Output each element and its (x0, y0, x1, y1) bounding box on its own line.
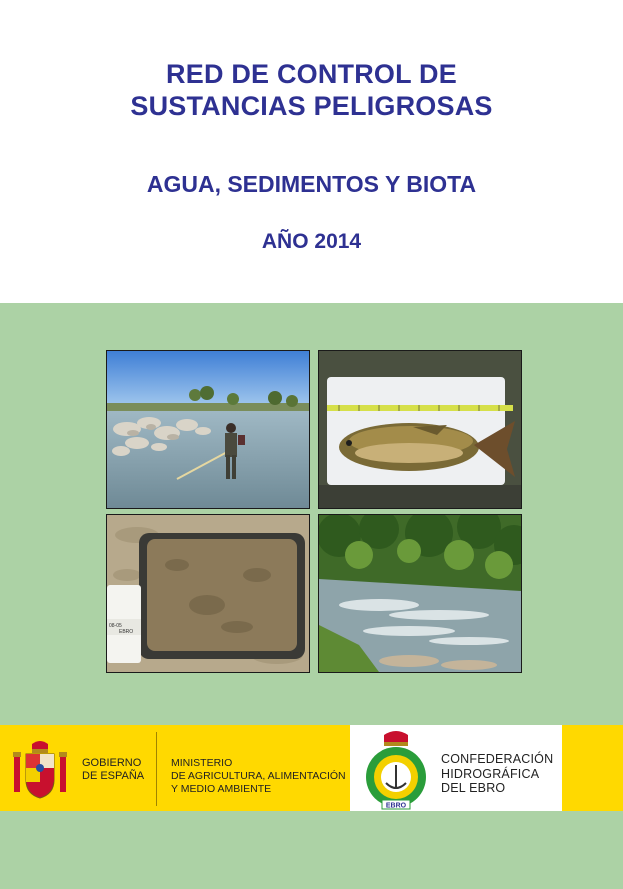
photo-sediment-sample (106, 514, 310, 673)
sample-jar-label-1: 08-05 (109, 623, 122, 629)
gobierno-de-espana-label: GOBIERNO DE ESPAÑA (82, 757, 145, 782)
document-subtitle: AGUA, SEDIMENTOS Y BIOTA (146, 171, 477, 197)
confederacion-seal-icon (362, 727, 430, 811)
logo-divider (156, 732, 157, 806)
cover-title-block (0, 0, 623, 303)
ministerio-label: MINISTERIO DE AGRICULTURA, ALIMENTACIÓN Y MEDIO AMBIENTE (171, 757, 346, 795)
seal-text: EBRO (385, 802, 407, 810)
confederacion-label: CONFEDERACIÓN HIDROGRÁFICA DEL EBRO (441, 752, 554, 795)
title-line-2: SUSTANCIAS PELIGROSAS (130, 91, 493, 121)
photo-river-sampling (106, 350, 310, 509)
sample-jar-label-2: EBRO (119, 629, 134, 635)
document-title (0, 58, 623, 122)
title-line-1: RED DE CONTROL DE (166, 59, 457, 89)
spain-coat-of-arms-icon (10, 740, 70, 800)
document-year: AÑO 2014 (261, 230, 362, 253)
photo-fish-carp (318, 350, 522, 509)
photo-river-stream (318, 514, 522, 673)
